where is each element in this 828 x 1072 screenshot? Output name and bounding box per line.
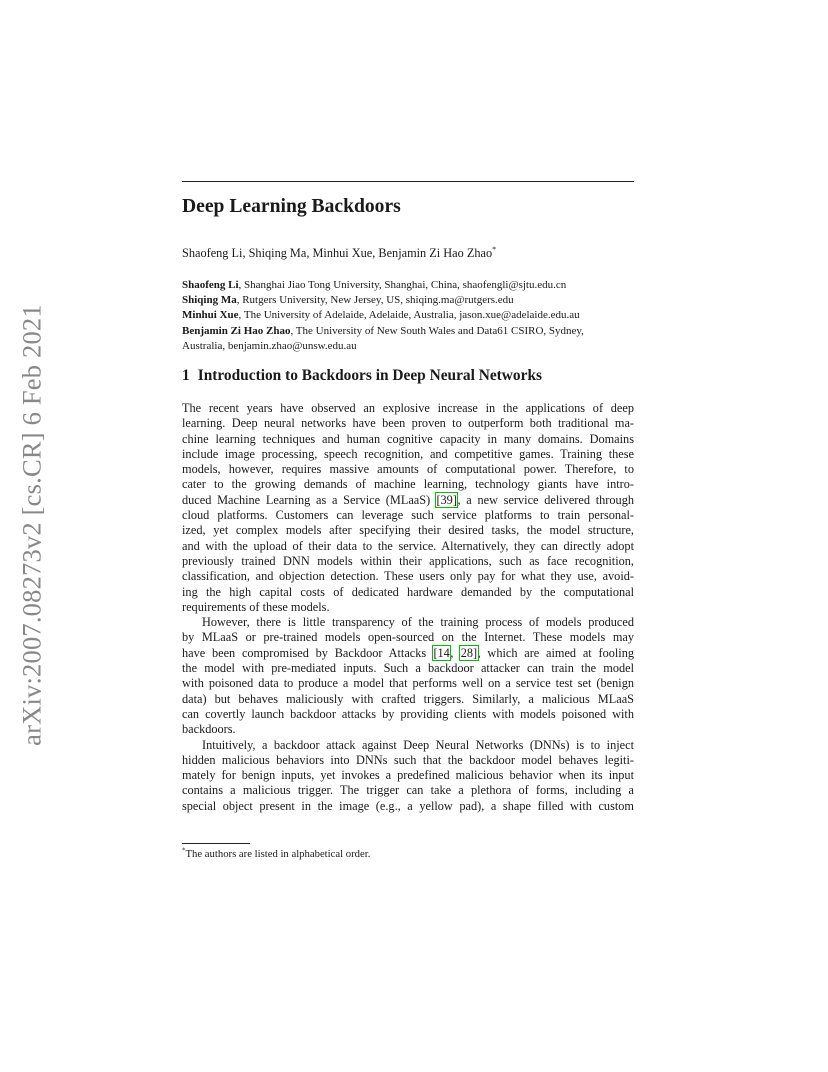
text-line: include image processing, speech recognition, and competitive games. Training these [182,446,634,461]
affiliation-line [182,308,634,323]
text-line: data) but behaves maliciously with crafted triggers. Similarly, a malicious MLaaS [182,691,634,706]
text-line: the model with pre-mediated inputs. Such a backdoor attacker can train the model [182,661,634,676]
affiliation-detail: , The University of New South Wales and Data61 CSIRO, Sydney, [290,324,584,337]
author-footnote-mark: * [492,244,497,254]
text-line: hidden malicious behaviors into DNNs such that the backdoor model behaves legiti- [182,752,634,767]
affiliation-line [182,278,634,293]
affiliation-detail: , The University of Adelaide, Adelaide, Australia, jason.xue@adelaide.edu.au [238,309,580,322]
text-line: and with the upload of their data to the service. Alternatively, they can directly adopt [182,538,634,553]
citation-link[interactable]: [39] [436,492,457,507]
footnote-mark: * [182,846,186,855]
text-line: can covertly launch backdoor attacks by providing clients with models poisoned with [182,706,634,721]
affiliation-author: Minhui Xue [182,309,239,322]
text-line: classification, and objection detection. These users only pay for what they use, avoid- [182,569,634,584]
text-line: learning. Deep neural networks have been proven to outperform both traditional ma- [182,416,634,431]
text-span: have been compromised by Backdoor Attacks [182,645,433,660]
footnote-text: The authors are listed in alphabetical order. [185,848,371,860]
paper-title: Deep Learning Backdoors [182,196,401,217]
arxiv-watermark [14,290,50,760]
affiliation-author: Shaofeng Li [182,279,239,291]
text-span: , which are aimed at fooling [477,645,634,660]
citation-link[interactable]: 28] [460,645,478,660]
text-line: requirements of these models. [182,599,330,614]
text-line: with poisoned data to produce a model that performs well on a service test set (benign [182,676,634,691]
affiliation-line: Australia, benjamin.zhao@unsw.edu.au [182,339,357,352]
text-line: by MLaaS or pre-trained models open-sourced on the Internet. These models may [182,630,634,645]
footnote [182,848,370,860]
arxiv-identifier: arXiv:2007.08273v2 [cs.CR] 6 Feb 2021 [16,304,47,746]
text-line: ized, yet complex models after specifying their desired tasks, the model structure, [182,523,634,538]
affiliation-detail: , Shanghai Jiao Tong University, Shanghai, China, shaofengli@sjtu.edu.cn [238,279,567,291]
text-line [182,646,634,661]
text-line: Intuitively, a backdoor attack against Deep Neural Networks (DNNs) is to inject [202,737,634,752]
text-line: The recent years have observed an explosive increase in the applications of deep [182,401,634,415]
text-line: contains a malicious trigger. The trigger can take a plethora of forms, including a [182,783,634,798]
text-span: , [450,645,461,660]
body-text [182,401,634,814]
text-span: duced Machine Learning as a Service (MLaaS) [182,492,436,507]
affiliation-detail: , Rutgers University, New Jersey, US, shiqing.ma@rutgers.edu [236,294,514,307]
text-line: cater to the growing demands of machine learning, technology giants have intro- [182,477,634,492]
section-number: 1 [182,367,190,384]
affiliations [182,278,634,354]
text-line: special object present in the image (e.g., a yellow pad), a shape filled with custom [182,798,634,813]
text-line: models, however, requires massive amounts of computational power. Therefore, to [182,462,634,477]
affiliation-author: Benjamin Zi Hao Zhao [182,324,291,337]
text-line: backdoors. [182,722,236,737]
affiliation-author: Shiqing Ma [182,294,237,307]
text-line: chine learning techniques and human cognitive capacity in many domains. Domains [182,431,634,446]
footnote-rule [182,843,250,844]
affiliation-line [182,324,634,339]
text-line: previously trained DNN models within their applications, such as face recognition, [182,553,634,568]
title-rule [182,181,634,182]
text-line: cloud platforms. Customers can leverage such service platforms to train personal- [182,508,634,523]
author-names: Shaofeng Li, Shiqing Ma, Minhui Xue, Benjamin Zi Hao Zhao [182,246,493,260]
text-line: ing the high capital costs of dedicated hardware demanded by the computational [182,584,634,599]
text-line: mately for benign inputs, yet invokes a predefined malicious behavior when its input [182,768,634,783]
citation-link[interactable]: [14 [433,645,450,660]
section-heading [182,367,542,385]
text-line [182,493,634,508]
section-title: Introduction to Backdoors in Deep Neural Networks [197,367,543,384]
text-span: , a new service delivered through [457,492,634,507]
author-list [182,246,496,261]
text-line: However, there is little transparency of the training process of models produced [202,615,634,630]
affiliation-line [182,293,634,308]
